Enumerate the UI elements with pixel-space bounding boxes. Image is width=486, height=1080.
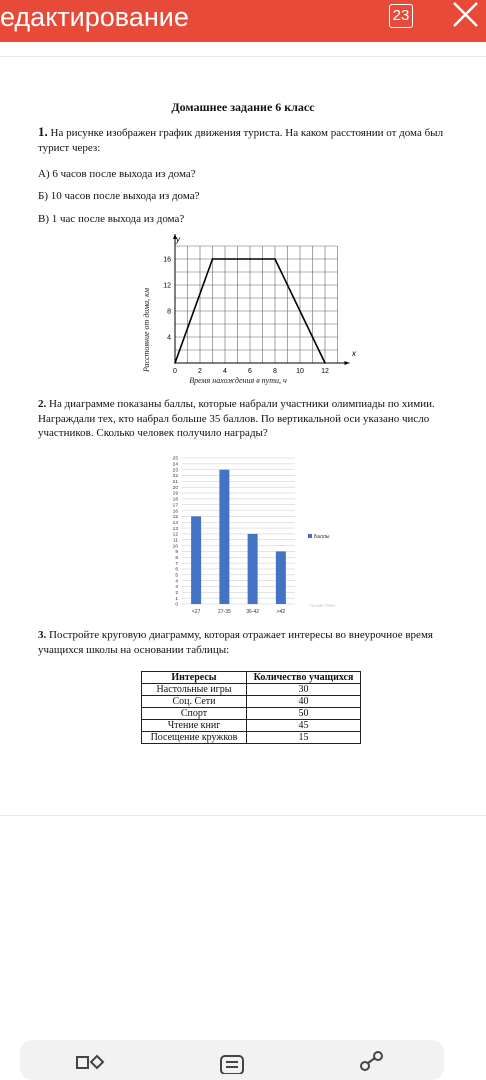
bar — [276, 551, 286, 604]
y-tick-label: 12 — [163, 282, 171, 290]
y-tick-label: 19 — [172, 491, 178, 497]
x-axis-arrow — [345, 361, 350, 365]
y-tick-label: 9 — [175, 550, 178, 556]
q2-number: 2. — [38, 398, 47, 410]
scores-chart — [160, 450, 360, 620]
motion-chart-xlabel: Время нахождения в пути, ч — [189, 376, 287, 385]
y-tick-label: 4 — [175, 579, 178, 585]
table-header-count: Количество учащихся — [247, 672, 361, 684]
bottom-toolbar — [20, 1040, 444, 1080]
table-cell-interest: Посещение кружков — [142, 732, 247, 744]
motion-chart-axes — [173, 234, 350, 365]
y-tick-label: 18 — [172, 497, 178, 503]
x-tick-label: 36-42 — [246, 609, 260, 615]
q2-text — [38, 397, 468, 441]
y-tick-label: 8 — [175, 555, 178, 561]
y-tick-label: 17 — [172, 503, 178, 509]
y-tick-label: 4 — [167, 334, 171, 342]
y-tick-label: 12 — [172, 532, 178, 538]
y-tick-label: 1 — [175, 596, 178, 602]
scores-chart-xticks — [192, 609, 285, 615]
table-cell-interest: Спорт — [142, 708, 247, 720]
y-tick-label: 21 — [172, 480, 178, 486]
table-cell-interest: Настольные игры — [142, 684, 247, 696]
table-cell-count: 15 — [247, 732, 361, 744]
motion-chart-ylabel: Расстояние от дома, км — [142, 287, 151, 373]
data-point — [324, 362, 326, 364]
motion-chart — [140, 230, 370, 390]
data-point — [274, 258, 276, 260]
y-tick-label: 10 — [172, 544, 178, 550]
share-icon[interactable] — [356, 1050, 388, 1074]
top-bar — [0, 0, 486, 42]
table-cell-count: 50 — [247, 708, 361, 720]
table-cell-interest: Соц. Сети — [142, 696, 247, 708]
y-tick-label: 23 — [172, 468, 178, 474]
y-tick-label: 15 — [172, 515, 178, 521]
motion-chart-y-letter: y — [176, 235, 180, 244]
table-cell-count: 30 — [247, 684, 361, 696]
table-cell-interest: Чтение книг — [142, 720, 247, 732]
scores-chart-bars — [191, 470, 286, 604]
y-tick-label: 20 — [172, 485, 178, 491]
legend-swatch — [308, 534, 312, 538]
q3-text — [38, 628, 468, 657]
close-icon[interactable] — [449, 0, 481, 32]
table-row — [142, 708, 361, 720]
y-tick-label: 8 — [167, 308, 171, 316]
y-tick-label: 7 — [175, 561, 178, 567]
interests-table — [141, 671, 361, 744]
bar — [248, 534, 258, 604]
legend-label: Баллы — [314, 534, 330, 540]
x-tick-label: 8 — [273, 368, 277, 375]
q1-number: 1. — [38, 124, 48, 139]
y-tick-label: 2 — [175, 591, 178, 597]
y-tick-label: 22 — [172, 474, 178, 480]
shapes-icon[interactable] — [74, 1050, 106, 1074]
doc-end-divider — [0, 815, 486, 816]
q2-body: На диаграмме показаны баллы, которые набрали участники олимпиады по химии. Награждали тех, кто набрал больше 35 баллов. По вертикальной оси указано число участников. Сколько человек получило награды? — [38, 398, 435, 439]
y-tick-label: 11 — [173, 538, 178, 544]
table-row — [142, 732, 361, 744]
q1-text — [38, 125, 468, 155]
table-header-interests: Интересы — [142, 672, 247, 684]
x-tick-label: 10 — [296, 368, 304, 375]
x-tick-label: 2 — [198, 368, 202, 375]
x-tick-label: <27 — [191, 609, 201, 615]
text-format-icon[interactable] — [216, 1050, 248, 1074]
page-count-badge[interactable]: 23 — [389, 4, 413, 28]
y-tick-label: 16 — [172, 509, 178, 515]
q3-body: Постройте круговую диаграмму, которая отражает интересы во внеурочное время учащихся школы на основании таблицы: — [38, 629, 433, 656]
scores-chart-yticks — [173, 456, 179, 608]
data-point — [174, 362, 176, 364]
y-tick-label: 25 — [172, 456, 178, 462]
header-divider — [0, 56, 486, 57]
table-row — [142, 720, 361, 732]
watermark: ГЕОМЕТРИЯ — [310, 603, 335, 608]
y-tick-label: 6 — [175, 567, 178, 573]
table-cell-count: 45 — [247, 720, 361, 732]
y-tick-label: 13 — [172, 526, 178, 532]
doc-heading: Домашнее задание 6 класс — [171, 100, 315, 114]
table-row — [142, 684, 361, 696]
bar — [219, 470, 229, 604]
q1-option-b: Б) 10 часов после выхода из дома? — [38, 190, 200, 202]
page-title: едактирование — [0, 2, 189, 32]
table-cell-count: 40 — [247, 696, 361, 708]
y-tick-label: 16 — [163, 256, 171, 264]
x-tick-label: 4 — [223, 368, 227, 375]
data-point — [249, 258, 251, 260]
table-row — [142, 696, 361, 708]
x-tick-label: 0 — [173, 368, 177, 375]
x-tick-label: 27-35 — [217, 609, 231, 615]
motion-chart-ticks — [163, 257, 329, 376]
y-tick-label: 14 — [172, 520, 178, 526]
bar — [191, 516, 201, 604]
x-tick-label: >42 — [276, 609, 286, 615]
y-tick-label: 3 — [175, 585, 178, 591]
x-tick-label: 12 — [321, 368, 329, 375]
x-tick-label: 6 — [248, 368, 252, 375]
q1-option-c: В) 1 час после выхода из дома? — [38, 213, 185, 225]
y-tick-label: 5 — [175, 573, 178, 579]
q3-number: 3. — [38, 629, 47, 641]
q1-option-a: А) 6 часов после выхода из дома? — [38, 168, 196, 180]
motion-chart-grid — [175, 246, 338, 363]
y-tick-label: 24 — [172, 462, 178, 468]
motion-chart-x-letter: x — [352, 349, 356, 358]
data-point — [212, 258, 214, 260]
y-tick-label: 0 — [175, 602, 178, 608]
table-header-row — [142, 672, 361, 684]
q1-body: На рисунке изображен график движения туриста. На каком расстоянии от дома был турист через: — [38, 127, 444, 154]
